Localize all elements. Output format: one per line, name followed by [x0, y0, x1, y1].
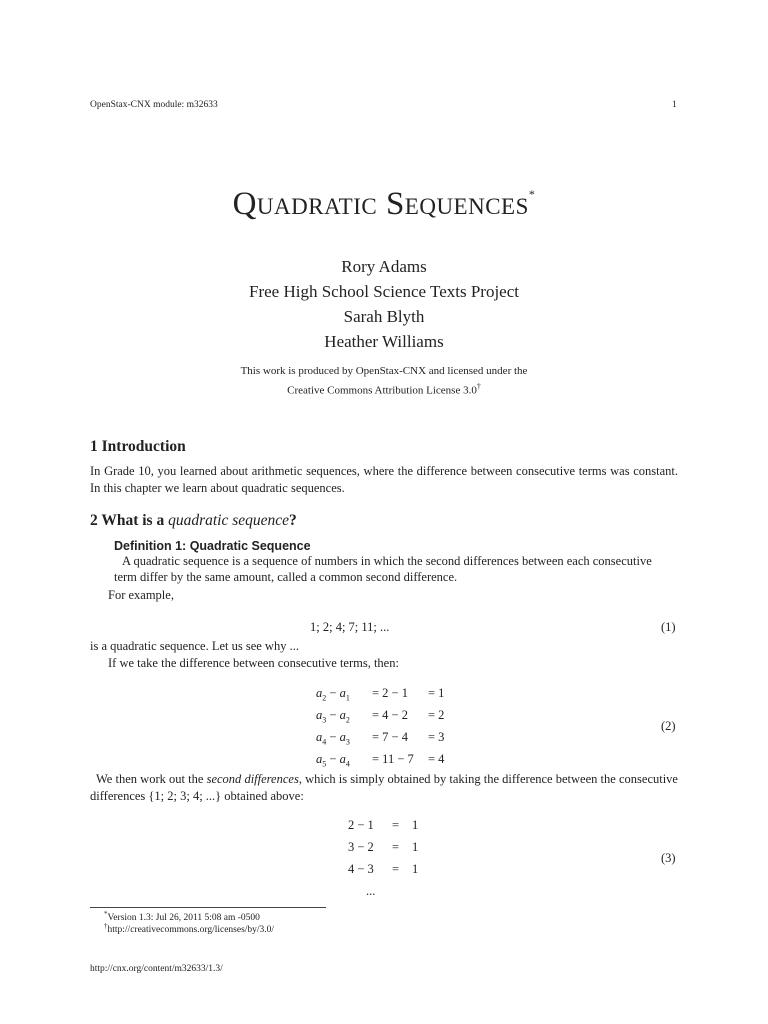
second-difference-rhs: 1 [412, 818, 419, 832]
second-difference-eq: = [392, 862, 400, 876]
first-differences-block [316, 686, 516, 776]
difference-expression: = 11 − 7 [372, 752, 414, 766]
license-footnote-mark: † [476, 382, 481, 391]
author-2: Free High School Science Texts Project [249, 282, 519, 301]
difference-row: $a_2 - a_1$ [316, 686, 350, 703]
after-sequence-text: is a quadratic sequence. Let us see why ... [90, 639, 299, 653]
difference-row: $a_3 - a_2$ [316, 708, 350, 725]
difference-result: = 3 [428, 730, 445, 744]
second-difference-ellipsis: ... [366, 884, 376, 898]
section-heading-quadratic-sequence [90, 512, 297, 530]
difference-expression: = 2 − 1 [372, 686, 408, 700]
second-difference-eq: = [392, 818, 400, 832]
author-4: Heather Williams [324, 332, 444, 351]
heading-italic: quadratic sequence [168, 512, 290, 529]
example-sequence: 1; 2; 4; 7; 11; ... [310, 620, 390, 634]
example-intro: For example, [108, 588, 174, 602]
footnote-version: *Version 1.3: Jul 26, 2011 5:08 am -0500 [104, 910, 260, 924]
author-list [0, 254, 768, 354]
footnote-rule [90, 907, 326, 908]
license-notice [0, 364, 768, 399]
section-heading-introduction: 1 Introduction [90, 438, 186, 455]
heading-prefix: 2 What is a [90, 512, 169, 529]
difference-expression: = 4 − 2 [372, 708, 408, 722]
license-line-2-text: Creative Commons Attribution License 3.0 [287, 384, 477, 397]
page-number: 1 [672, 100, 677, 110]
difference-expression: = 7 − 4 [372, 730, 408, 744]
author-1: Rory Adams [341, 257, 427, 276]
equation-number-3: (3) [661, 851, 676, 865]
license-line-2 [0, 379, 768, 399]
title-footnote-mark: * [528, 187, 536, 201]
paper-title [0, 186, 768, 223]
difference-result: = 4 [428, 752, 445, 766]
introduction-paragraph: In Grade 10, you learned about arithmetic sequences, where the difference between consecutive terms was constant. In this chapter we learn about quadratic sequences. [90, 464, 678, 495]
second-differences-block [348, 818, 468, 904]
second-difference-lhs: 4 − 3 [348, 862, 374, 876]
second-difference-lhs: 3 − 2 [348, 840, 374, 854]
equation-number-1: (1) [661, 620, 676, 634]
difference-row: $a_5 - a_4$ [316, 752, 350, 769]
second-difference-rhs: 1 [412, 862, 419, 876]
heading-suffix: ? [289, 512, 297, 529]
difference-row: $a_4 - a_3$ [316, 730, 350, 747]
difference-result: = 1 [428, 686, 445, 700]
second-differences-paragraph: We then work out the second differences, which is simply obtained by taking the difference between the consecutive differences {1; 2; 3; 4; ...} obtained above: [90, 772, 678, 803]
footnote-license-url[interactable]: †http://creativecommons.org/licenses/by/3.0/ [104, 922, 275, 936]
second-difference-eq: = [392, 840, 400, 854]
paper-title-text: Quadratic Sequences [232, 186, 529, 222]
second-difference-lhs: 2 − 1 [348, 818, 374, 832]
difference-result: = 2 [428, 708, 445, 722]
second-difference-rhs: 1 [412, 840, 419, 854]
equation-number-2: (2) [661, 719, 676, 733]
difference-intro: If we take the difference between consecutive terms, then: [108, 656, 399, 670]
footer-url[interactable]: http://cnx.org/content/m32633/1.3/ [90, 964, 223, 974]
license-line-1: This work is produced by OpenStax-CNX and licensed under the [240, 365, 528, 377]
author-3: Sarah Blyth [343, 307, 425, 326]
definition-body: A quadratic sequence is a sequence of numbers in which the second differences between each consecutive term differ by the same amount, called a common second difference. [114, 554, 652, 584]
definition-title: Definition 1: Quadratic Sequence [114, 539, 311, 553]
running-header-module: OpenStax-CNX module: m32633 [90, 100, 218, 110]
